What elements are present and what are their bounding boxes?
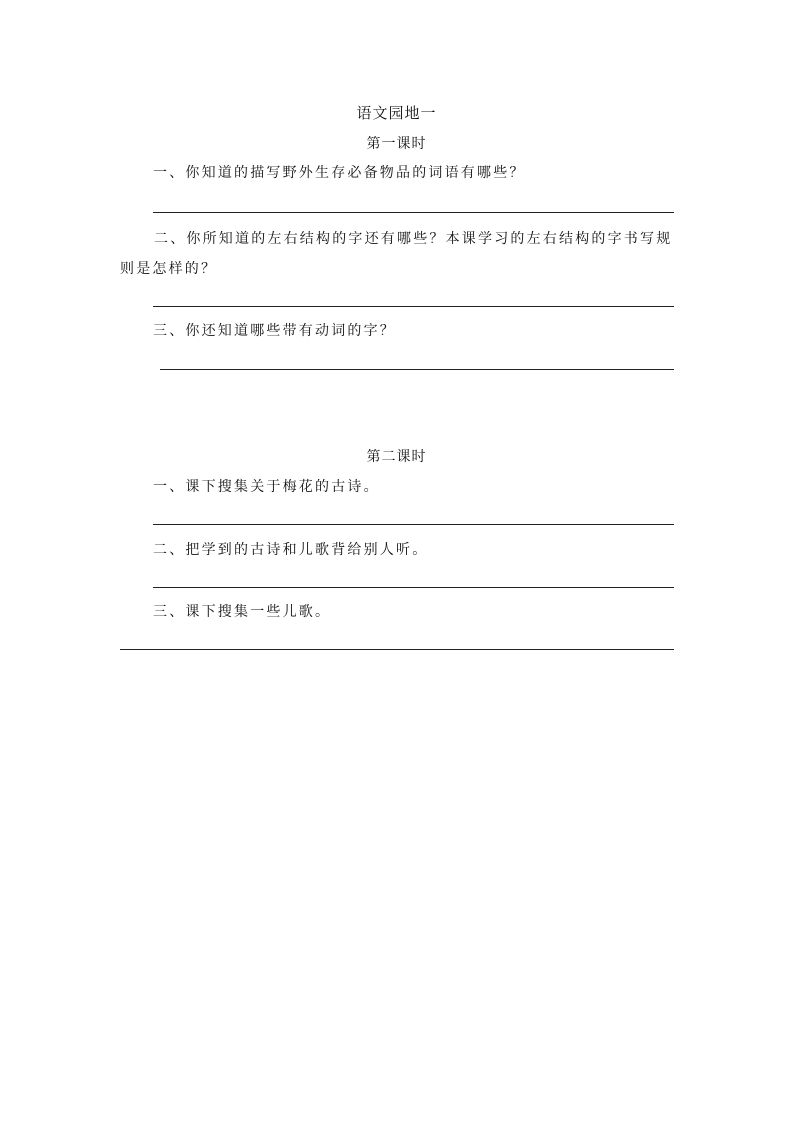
lesson1-question-3: 三、你还知道哪些带有动词的字？ xyxy=(153,323,396,339)
answer-line xyxy=(153,212,674,213)
document-title: 语文园地一 xyxy=(356,104,437,122)
lesson1-heading: 第一课时 xyxy=(366,136,427,152)
answer-line xyxy=(153,524,674,525)
answer-line xyxy=(160,369,674,370)
lesson2-heading: 第二课时 xyxy=(366,449,427,465)
lesson2-question-3: 三、课下搜集一些儿歌。 xyxy=(153,604,332,620)
lesson2-question-2: 二、把学到的古诗和儿歌背给别人听。 xyxy=(153,542,429,558)
answer-line xyxy=(153,587,674,588)
lesson2-question-1: 一、课下搜集关于梅花的古诗。 xyxy=(153,479,380,495)
answer-line xyxy=(153,306,674,307)
lesson1-question-2: 二、你所知道的左右结构的字还有哪些？本课学习的左右结构的字书写规则是怎样的？ xyxy=(120,231,673,277)
answer-line xyxy=(120,649,674,650)
lesson1-question-1: 一、你知道的描写野外生存必备物品的词语有哪些？ xyxy=(153,165,526,181)
